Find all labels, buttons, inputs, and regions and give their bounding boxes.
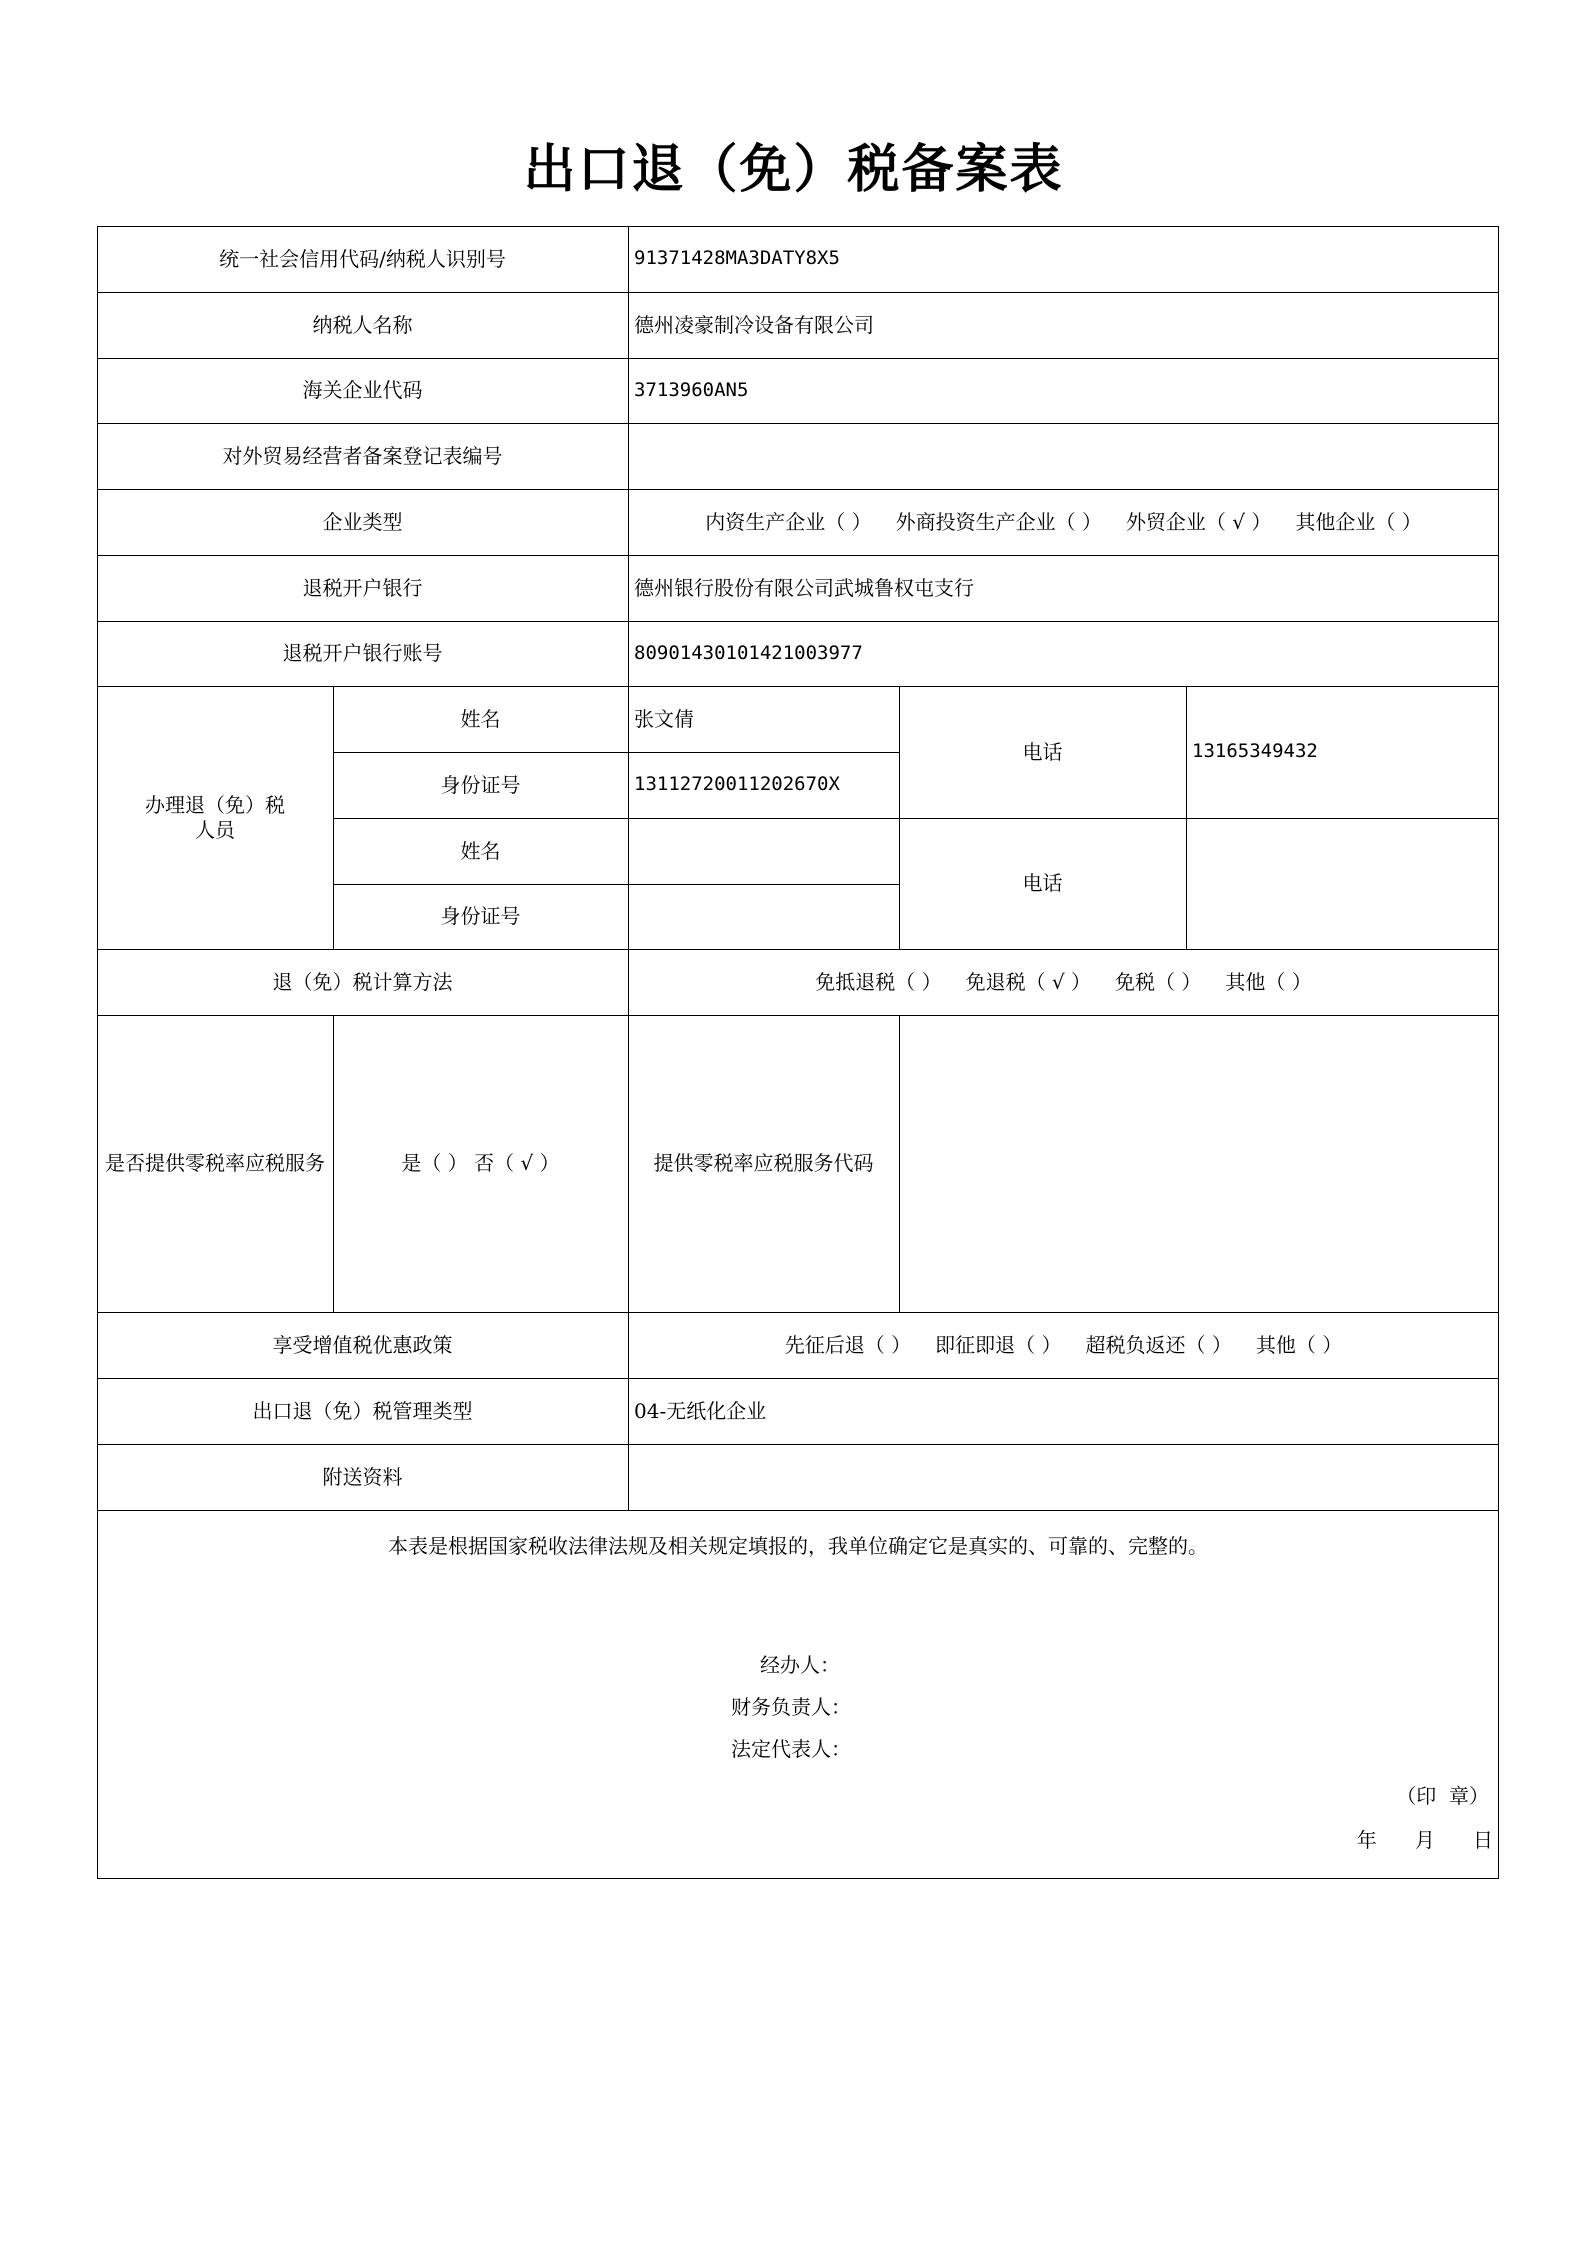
enterprise-type-trade-option: 外贸企业（ √ ） bbox=[1125, 509, 1272, 534]
calc-method-exempt-refund-option: 免退税（ √ ） bbox=[965, 969, 1092, 994]
vat-policy-other-option: 其他（ ） bbox=[1255, 1332, 1343, 1357]
enterprise-type-foreign-invest-option: 外商投资生产企业（ ） bbox=[895, 509, 1102, 534]
legal-rep-signature-label: 法定代表人： bbox=[731, 1736, 851, 1761]
handler-2-id-label: 身份证号 bbox=[440, 904, 521, 928]
calc-method-other-option: 其他（ ） bbox=[1225, 969, 1312, 994]
credit-code-value: 91371428MA3DATY8X5 bbox=[634, 247, 840, 270]
mgmt-type-value: 04-无纸化企业 bbox=[634, 1398, 767, 1423]
zero-rate-label: 是否提供零税率应税服务 bbox=[105, 1151, 325, 1175]
zero-rate-code-value bbox=[899, 1015, 1499, 1312]
calc-method-exempt-option: 免税（ ） bbox=[1115, 969, 1202, 994]
zero-rate-choice: 是（ ） 否（ √ ） bbox=[401, 1151, 560, 1175]
enterprise-type-domestic-option: 内资生产企业（ ） bbox=[705, 509, 872, 534]
vat-policy-levy-then-refund-option: 先征后退（ ） bbox=[784, 1332, 912, 1357]
vat-policy-options bbox=[628, 1312, 1499, 1378]
foreign-trade-reg-label: 对外贸易经营者备案登记表编号 bbox=[222, 443, 503, 468]
enterprise-type-other-option: 其他企业（ ） bbox=[1295, 509, 1422, 534]
vat-policy-excess-burden-return-option: 超税负返还（ ） bbox=[1085, 1332, 1232, 1357]
handler-1-phone-value: 13165349432 bbox=[1192, 740, 1318, 763]
handler-1-id-label: 身份证号 bbox=[440, 772, 521, 797]
handler-1-id-value: 13112720011202670X bbox=[634, 773, 840, 796]
calc-method-options bbox=[628, 949, 1499, 1015]
seal-label: （印 章） bbox=[1396, 1783, 1489, 1808]
calc-method-label: 退（免）税计算方法 bbox=[272, 969, 453, 994]
vat-policy-immediate-refund-option: 即征即退（ ） bbox=[935, 1332, 1062, 1357]
handler-signature-label: 经办人： bbox=[760, 1652, 840, 1677]
declaration-statement: 本表是根据国家税收法律法规及相关规定填报的，我单位确定它是真实的、可靠的、完整的。 bbox=[388, 1533, 1208, 1558]
vat-policy-label: 享受增值税优惠政策 bbox=[272, 1332, 453, 1357]
refund-bank-value: 德州银行股份有限公司武城鲁权屯支行 bbox=[634, 575, 974, 600]
foreign-trade-reg-value bbox=[628, 423, 1499, 489]
filing-form bbox=[97, 226, 1499, 1879]
date-label: 年 月 日 bbox=[1356, 1827, 1493, 1852]
form-title: 出口退（免）税备案表 bbox=[523, 140, 1064, 200]
finance-head-signature-label: 财务负责人： bbox=[731, 1694, 851, 1719]
refund-account-label: 退税开户银行账号 bbox=[282, 641, 443, 665]
zero-rate-code-label: 提供零税率应税服务代码 bbox=[653, 1151, 874, 1175]
handler-1-name-value: 张文倩 bbox=[634, 706, 694, 731]
calc-method-exempt-credit-refund-option: 免抵退税（ ） bbox=[815, 969, 942, 994]
credit-code-label: 统一社会信用代码/纳税人识别号 bbox=[219, 246, 506, 271]
enterprise-type-options bbox=[628, 489, 1499, 555]
handlers-group-label: 办理退（免）税人员 bbox=[145, 792, 285, 842]
mgmt-type-label: 出口退（免）税管理类型 bbox=[252, 1398, 473, 1423]
handler-2-name-value bbox=[628, 818, 899, 884]
handler-2-name-label: 姓名 bbox=[460, 838, 501, 863]
taxpayer-name-value: 德州凌豪制冷设备有限公司 bbox=[634, 312, 874, 337]
refund-account-value: 80901430101421003977 bbox=[634, 641, 863, 664]
handler-1-phone-label: 电话 bbox=[1022, 739, 1063, 764]
taxpayer-name-label: 纳税人名称 bbox=[312, 312, 413, 337]
handler-2-id-value bbox=[628, 884, 899, 949]
customs-code-label: 海关企业代码 bbox=[302, 378, 423, 402]
handler-2-phone-label: 电话 bbox=[1022, 871, 1063, 895]
handler-1-name-label: 姓名 bbox=[460, 706, 501, 731]
attachments-value bbox=[628, 1444, 1499, 1510]
attachments-label: 附送资料 bbox=[322, 1464, 403, 1489]
customs-code-value: 3713960AN5 bbox=[634, 378, 749, 401]
refund-bank-label: 退税开户银行 bbox=[302, 575, 423, 600]
enterprise-type-label: 企业类型 bbox=[322, 509, 403, 534]
handler-2-phone-value bbox=[1186, 818, 1499, 949]
